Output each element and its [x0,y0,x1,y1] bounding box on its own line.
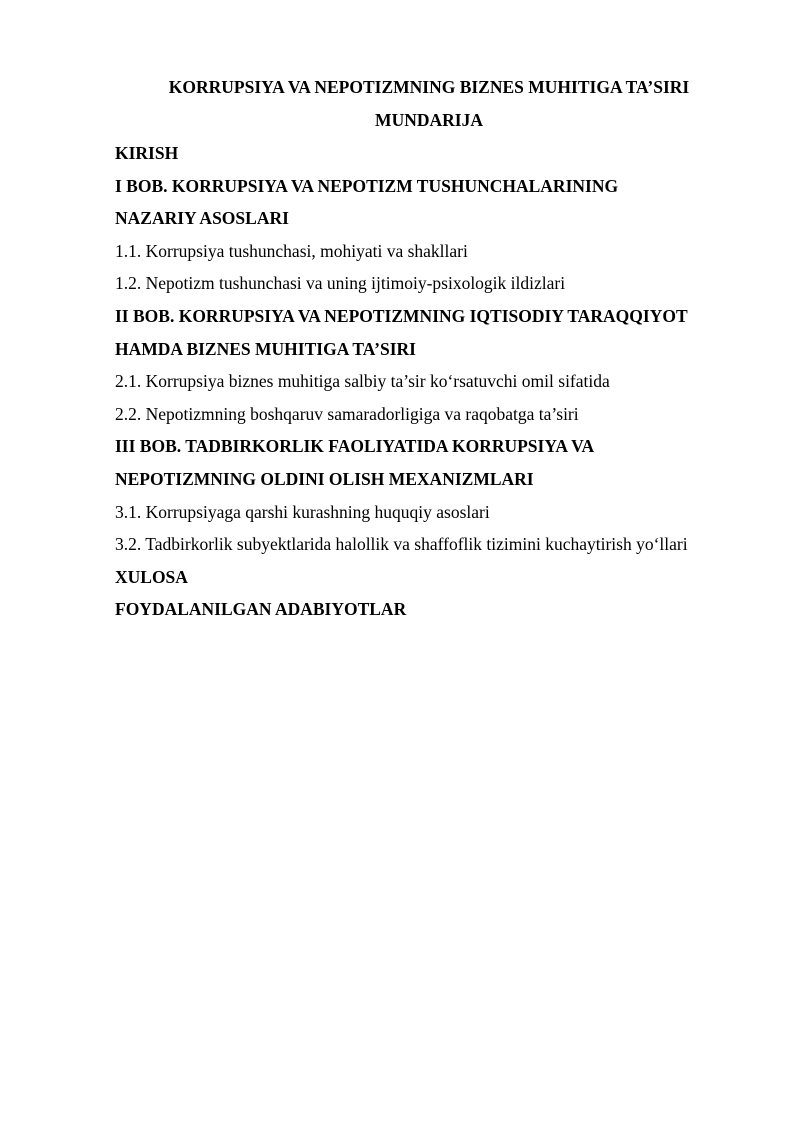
toc-item-section-1-1: 1.1. Korrupsiya tushunchasi, mohiyati va shakllari [115,240,468,261]
toc-item-chapter-3: III BOB. TADBIRKORLIK FAOLIYATIDA KORRUPSIYA VA [115,436,595,457]
table-of-contents [115,143,688,632]
toc-heading: MUNDARIJA [375,110,483,130]
toc-item-chapter-2: II BOB. KORRUPSIYA VA NEPOTIZMNING IQTISODIY TARAQQIYOT [115,305,688,326]
toc-item-chapter-1: I BOB. KORRUPSIYA VA NEPOTIZM TUSHUNCHALARINING [115,175,619,196]
toc-item-chapter-3-cont: NEPOTIZMNING OLDINI OLISH MEXANIZMLARI [115,468,534,489]
toc-item-section-3-1: 3.1. Korrupsiyaga qarshi kurashning huquqiy asoslari [115,501,490,522]
toc-item-section-3-2: 3.2. Tadbirkorlik subyektlarida halollik va shaffoflik tizimini kuchaytirish yo‘llari [115,534,688,555]
toc-item-chapter-1-cont: NAZARIY ASOSLARI [115,208,289,229]
toc-item-conclusion: XULOSA [115,566,188,587]
toc-item-section-1-2: 1.2. Nepotizm tushunchasi va uning ijtimoiy-psixologik ildizlari [115,273,566,294]
toc-item-chapter-2-cont: HAMDA BIZNES MUHITIGA TA’SIRI [115,338,416,359]
toc-item-section-2-2: 2.2. Nepotizmning boshqaruv samaradorligiga va raqobatga ta’siri [115,403,579,424]
document-title: KORRUPSIYA VA NEPOTIZMNING BIZNES MUHITIGA TA’SIRI [168,77,690,97]
toc-item-section-2-1: 2.1. Korrupsiya biznes muhitiga salbiy ta’sir ko‘rsatuvchi omil sifatida [115,371,610,392]
toc-item-introduction: KIRISH [115,143,179,163]
toc-item-references: FOYDALANILGAN ADABIYOTLAR [115,599,407,620]
